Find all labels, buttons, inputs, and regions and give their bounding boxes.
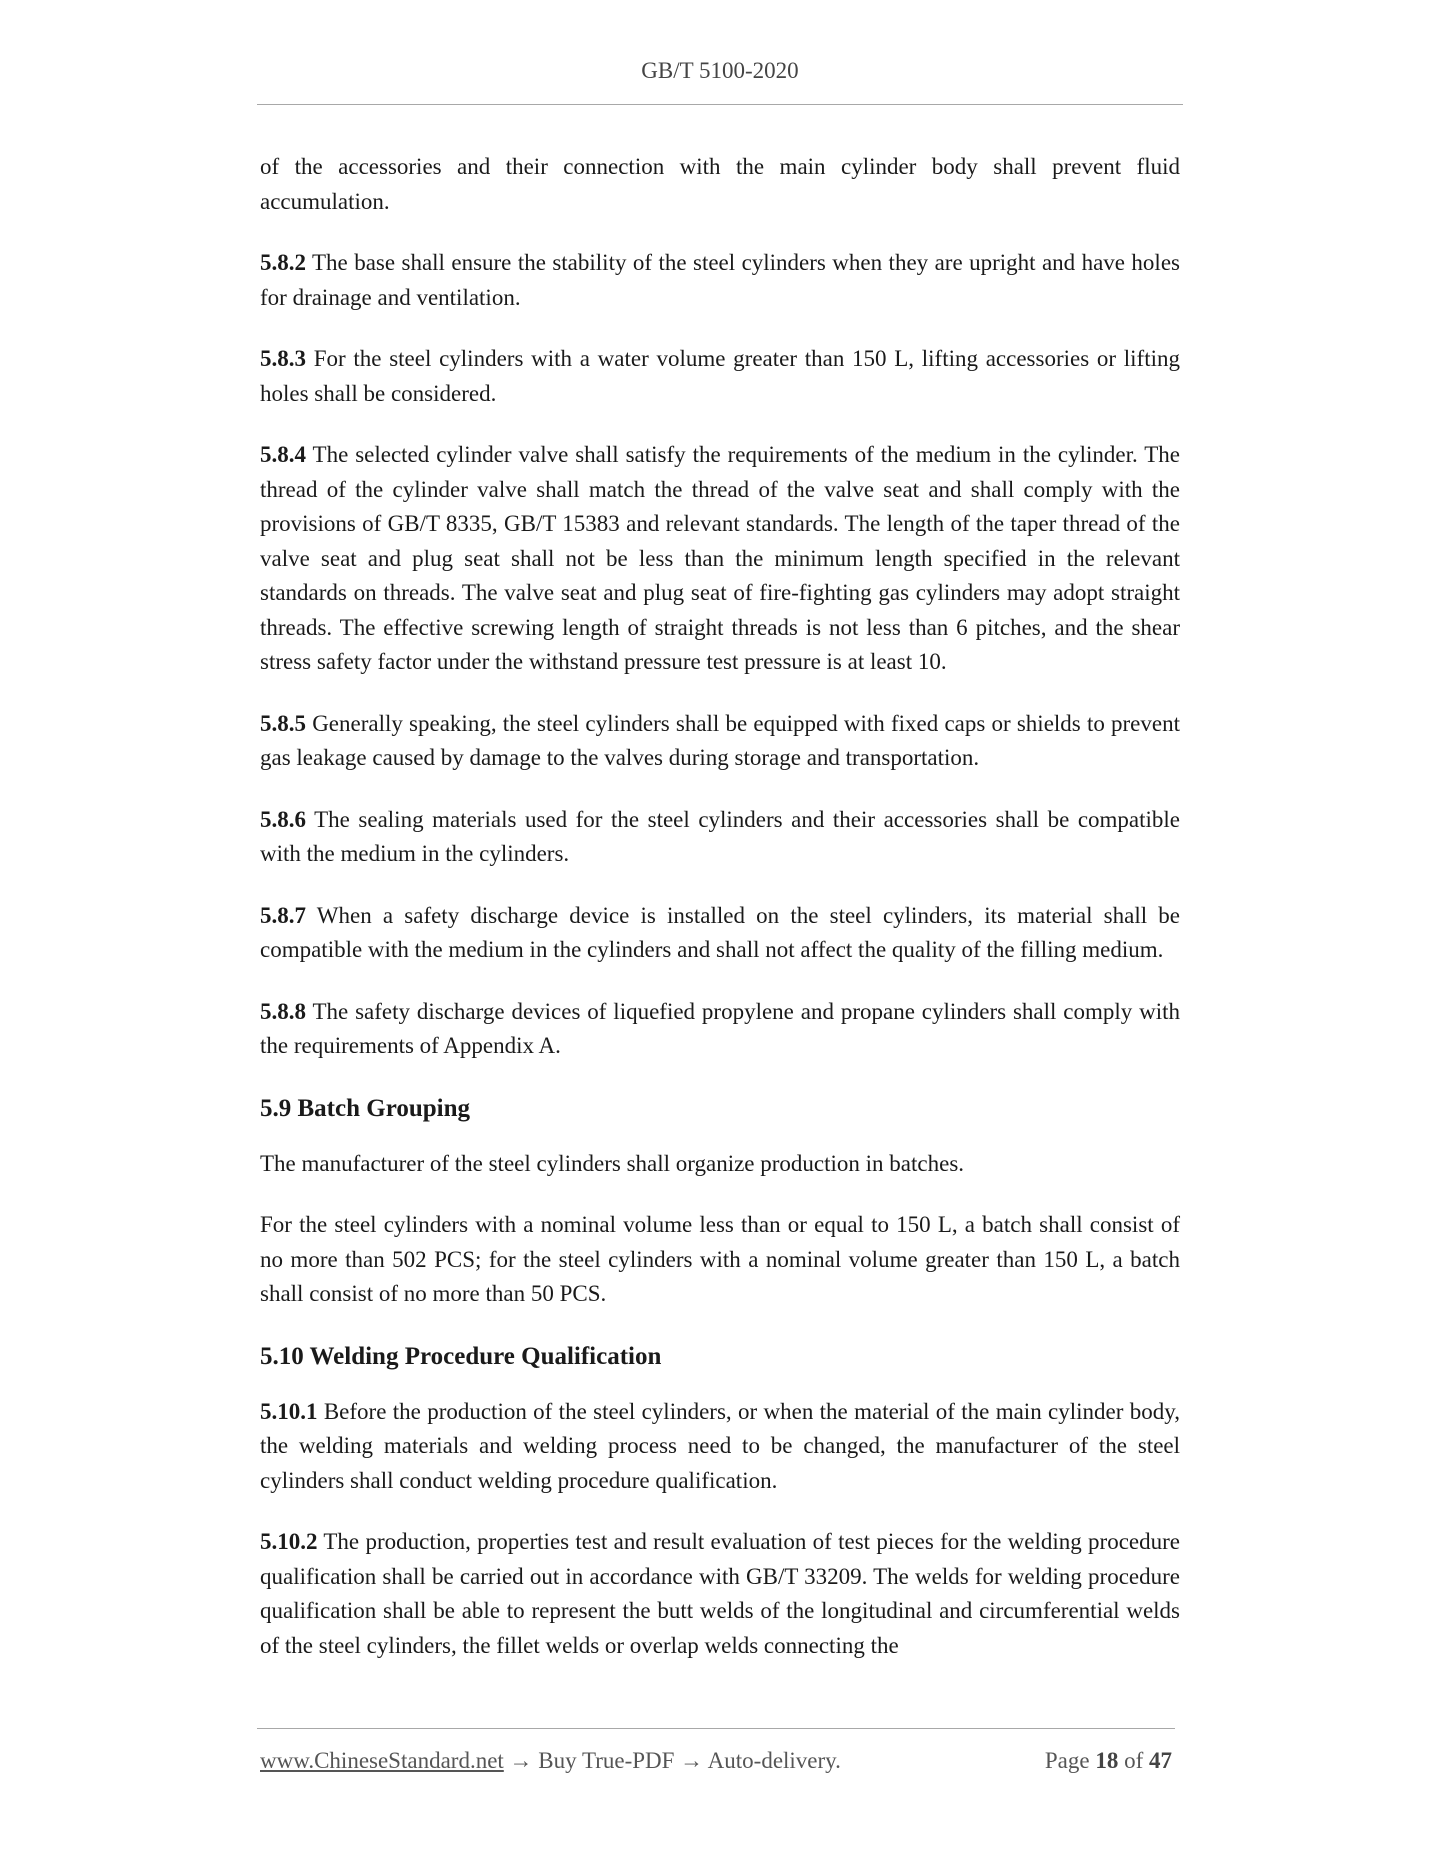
paragraph-continuation: [260, 150, 1180, 219]
clause-5-8-8: [260, 995, 1180, 1064]
page-label: Page: [1044, 1748, 1090, 1773]
clause-5-8-4: [260, 438, 1180, 680]
page-header: GB/T 5100-2020: [641, 58, 799, 83]
section-5-9-paragraph-1: The manufacturer of the steel cylinders shall organize production in batches.: [260, 1150, 965, 1176]
total-pages: 47: [1149, 1748, 1172, 1773]
clause-text: The production, properties test and result evaluation of test pieces for the welding procedure qualification shall be carried out in accordance with GB/T 33209. The welds for welding procedure qualification shall be able to represent the butt welds of the longitudinal and circumferential welds of the steel cylinders, the fillet welds or overlap welds connecting the: [260, 1529, 1180, 1658]
of-label: of: [1124, 1748, 1144, 1773]
clause-text: The base shall ensure the stability of the steel cylinders when they are upright and have holes for drainage and ventilation.: [260, 250, 1180, 310]
clause-text: The sealing materials used for the steel cylinders and their accessories shall be compatible with the medium in the cylinders.: [260, 806, 1180, 866]
paragraph-text: of the accessories and their connection with the main cylinder body shall prevent fluid accumulation.: [260, 154, 1180, 214]
clause-number: 5.8.8: [260, 998, 306, 1024]
clause-5-8-5: [260, 707, 1180, 776]
clause-text: Before the production of the steel cylinders, or when the material of the main cylinder body, the welding materials and welding process need to be changed, the manufacturer of the steel cylinders shall conduct welding procedure qualification.: [260, 1398, 1180, 1493]
header-divider: [257, 104, 1183, 105]
clause-text: For the steel cylinders with a water volume greater than 150 L, lifting accessories or lifting holes shall be considered.: [260, 346, 1180, 406]
section-heading-5-10: 5.10 Welding Procedure Qualification: [260, 1342, 662, 1370]
clause-text: The selected cylinder valve shall satisfy the requirements of the medium in the cylinder. The thread of the cylinder valve shall match the thread of the valve seat and shall comply with the provisions of GB/T 8335, GB/T 15383 and relevant standards. The length of the taper thread of the valve seat and plug seat shall not be less than the minimum length specified in the relevant standards on threads. The valve seat and plug seat of fire-fighting gas cylinders may adopt straight threads. The effective screwing length of straight threads is not less than 6 pitches, and the shear stress safety factor under the withstand pressure test pressure is at least 10.: [260, 442, 1180, 674]
clause-text: The safety discharge devices of liquefied propylene and propane cylinders shall comply with the requirements of Appendix A.: [260, 998, 1180, 1058]
clause-5-10-1: [260, 1395, 1180, 1499]
clause-5-8-6: [260, 803, 1180, 872]
clause-number: 5.8.2: [260, 250, 306, 275]
clause-text: Generally speaking, the steel cylinders shall be equipped with fixed caps or shields to prevent gas leakage caused by damage to the valves during storage and transportation.: [260, 710, 1180, 770]
clause-5-8-7: [260, 899, 1180, 968]
clause-5-8-2: [260, 246, 1180, 315]
clause-text: When a safety discharge device is installed on the steel cylinders, its material shall be compatible with the medium in the cylinders and shall not affect the quality of the filling medium.: [260, 902, 1180, 962]
clause-number: 5.8.3: [260, 346, 306, 371]
clause-5-10-2: [260, 1525, 1180, 1663]
section-5-9-paragraph-2: For the steel cylinders with a nominal volume less than or equal to 150 L, a batch shall consist of no more than 502 PCS; for the steel cylinders with a nominal volume greater than 150 L, a batch shall consist of no more than 50 PCS.: [260, 1212, 1180, 1306]
promo-text: → Buy True-PDF → Auto-delivery.: [503, 1748, 841, 1773]
current-page: 18: [1095, 1748, 1119, 1773]
document-body: [260, 150, 1180, 1663]
footer-divider: [257, 1728, 1175, 1729]
clause-number: 5.8.4: [260, 442, 306, 467]
section-heading-5-9: 5.9 Batch Grouping: [260, 1094, 470, 1122]
clause-number: 5.10.1: [260, 1398, 318, 1424]
clause-5-8-3: [260, 342, 1180, 411]
clause-number: 5.8.5: [260, 710, 306, 736]
clause-number: 5.10.2: [260, 1529, 318, 1554]
clause-number: 5.8.7: [260, 902, 306, 928]
page-footer: [260, 1748, 1172, 1774]
clause-number: 5.8.6: [260, 806, 306, 832]
website-link[interactable]: www.ChineseStandard.net: [260, 1748, 504, 1773]
footer-promo: [260, 1748, 841, 1774]
page-number: [1045, 1748, 1172, 1774]
